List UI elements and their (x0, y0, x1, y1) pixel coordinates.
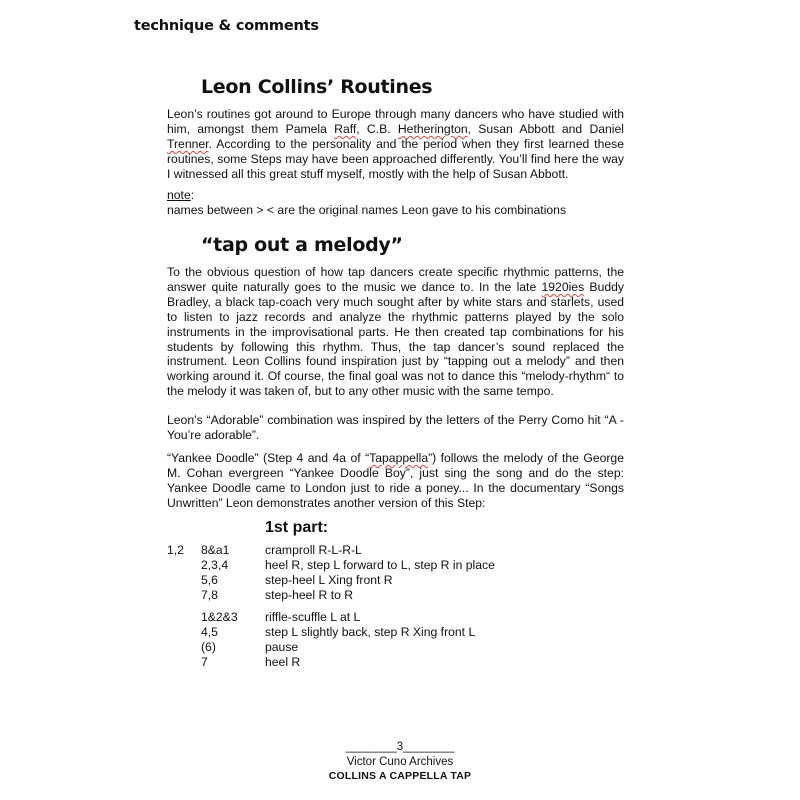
melody-paragraph: To the obvious question of how tap dancers create specific rhythmic patterns, the answer quite naturally goes to the music we dance to. In the late 1920ies Buddy Bradley, a black tap-coach very much sought after by white stars and starlets, used to listen to jazz records and analyze the rhythmic patterns played by the solo instruments in the improvisational parts. He then created tap combinations for his students by following this rhythm. Thus, the tap dancer’s sound replaced the instrument. Leon Collins found inspiration just by “tapping out a melody” and then working around it. Of course, the final goal was not to dance this “melody-rhythm“ to the melody it was taken of, but to any other music with the same tempo. (167, 265, 624, 399)
spellcheck-word: Trenner (167, 136, 209, 151)
step-count: (6) (201, 639, 216, 654)
note-label: note: (167, 188, 195, 202)
step-count: 4,5 (201, 624, 218, 639)
running-header: technique & comments (134, 18, 319, 34)
step-description: pause (265, 639, 299, 654)
step-description: heel R, step L forward to L, step R in place (265, 557, 495, 572)
step-count: 5,6 (201, 572, 218, 587)
section-title-routines: Leon Collins’ Routines (201, 76, 433, 98)
intro-paragraph: Leon’s routines got around to Europe through many dancers who have studied with him, amongst them Pamela Raff, C.B. Hetherington, Susan Abbott and Daniel Trenner. According to the personality and the period when they first learned these routines, some Steps may have been approached differently. You’ll find here the way I witnessed all this great stuff myself, mostly with the help of Susan Abbott. (167, 107, 624, 181)
step-count: 2,3,4 (201, 557, 229, 572)
adorable-paragraph: Leon’s “Adorable” combination was inspired by the letters of the Perry Como hit “A - You’re adorable”. (167, 413, 624, 442)
spellcheck-word: Tapappella (369, 451, 429, 465)
section-title-melody: “tap out a melody” (201, 234, 403, 256)
step-description: riffle-scuffle L at L (265, 610, 361, 624)
bar-number: 1,2 (167, 543, 184, 557)
step-count: 1&2&3 (201, 610, 238, 624)
step-count: 7 (201, 654, 208, 669)
spellcheck-word: Hetherington (397, 121, 468, 136)
yankee-paragraph: “Yankee Doodle” (Step 4 and 4a of “Tapappella”) follows the melody of the George M. Cohan evergreen “Yankee Doodle Boy”, just sing the song and do the step: Yankee Doodle came to London just to ride a poney... In the documentary “Songs Unwritten” Leon demonstrates another version of this Step: (167, 451, 624, 510)
part-title: 1st part: (265, 519, 329, 536)
step-description: step-heel R to R (265, 587, 354, 602)
step-count: 8&a1 (201, 543, 230, 557)
spellcheck-word: Raff (334, 121, 357, 136)
page-number-line: ________3________ (345, 741, 455, 753)
step-description: step L slightly back, step R Xing front L (265, 624, 476, 639)
note-text: names between > < are the original names Leon gave to his combinations (167, 203, 567, 217)
spellcheck-word: 1920ies (541, 279, 585, 294)
step-description: heel R (265, 654, 301, 669)
footer-title: COLLINS A CAPPELLA TAP (328, 770, 472, 782)
step-count: 7,8 (201, 587, 218, 602)
step-description: cramproll R-L-R-L (265, 543, 362, 557)
step-description: step-heel L Xing front R (265, 572, 393, 587)
footer-archive: Victor Cuno Archives (346, 756, 454, 768)
